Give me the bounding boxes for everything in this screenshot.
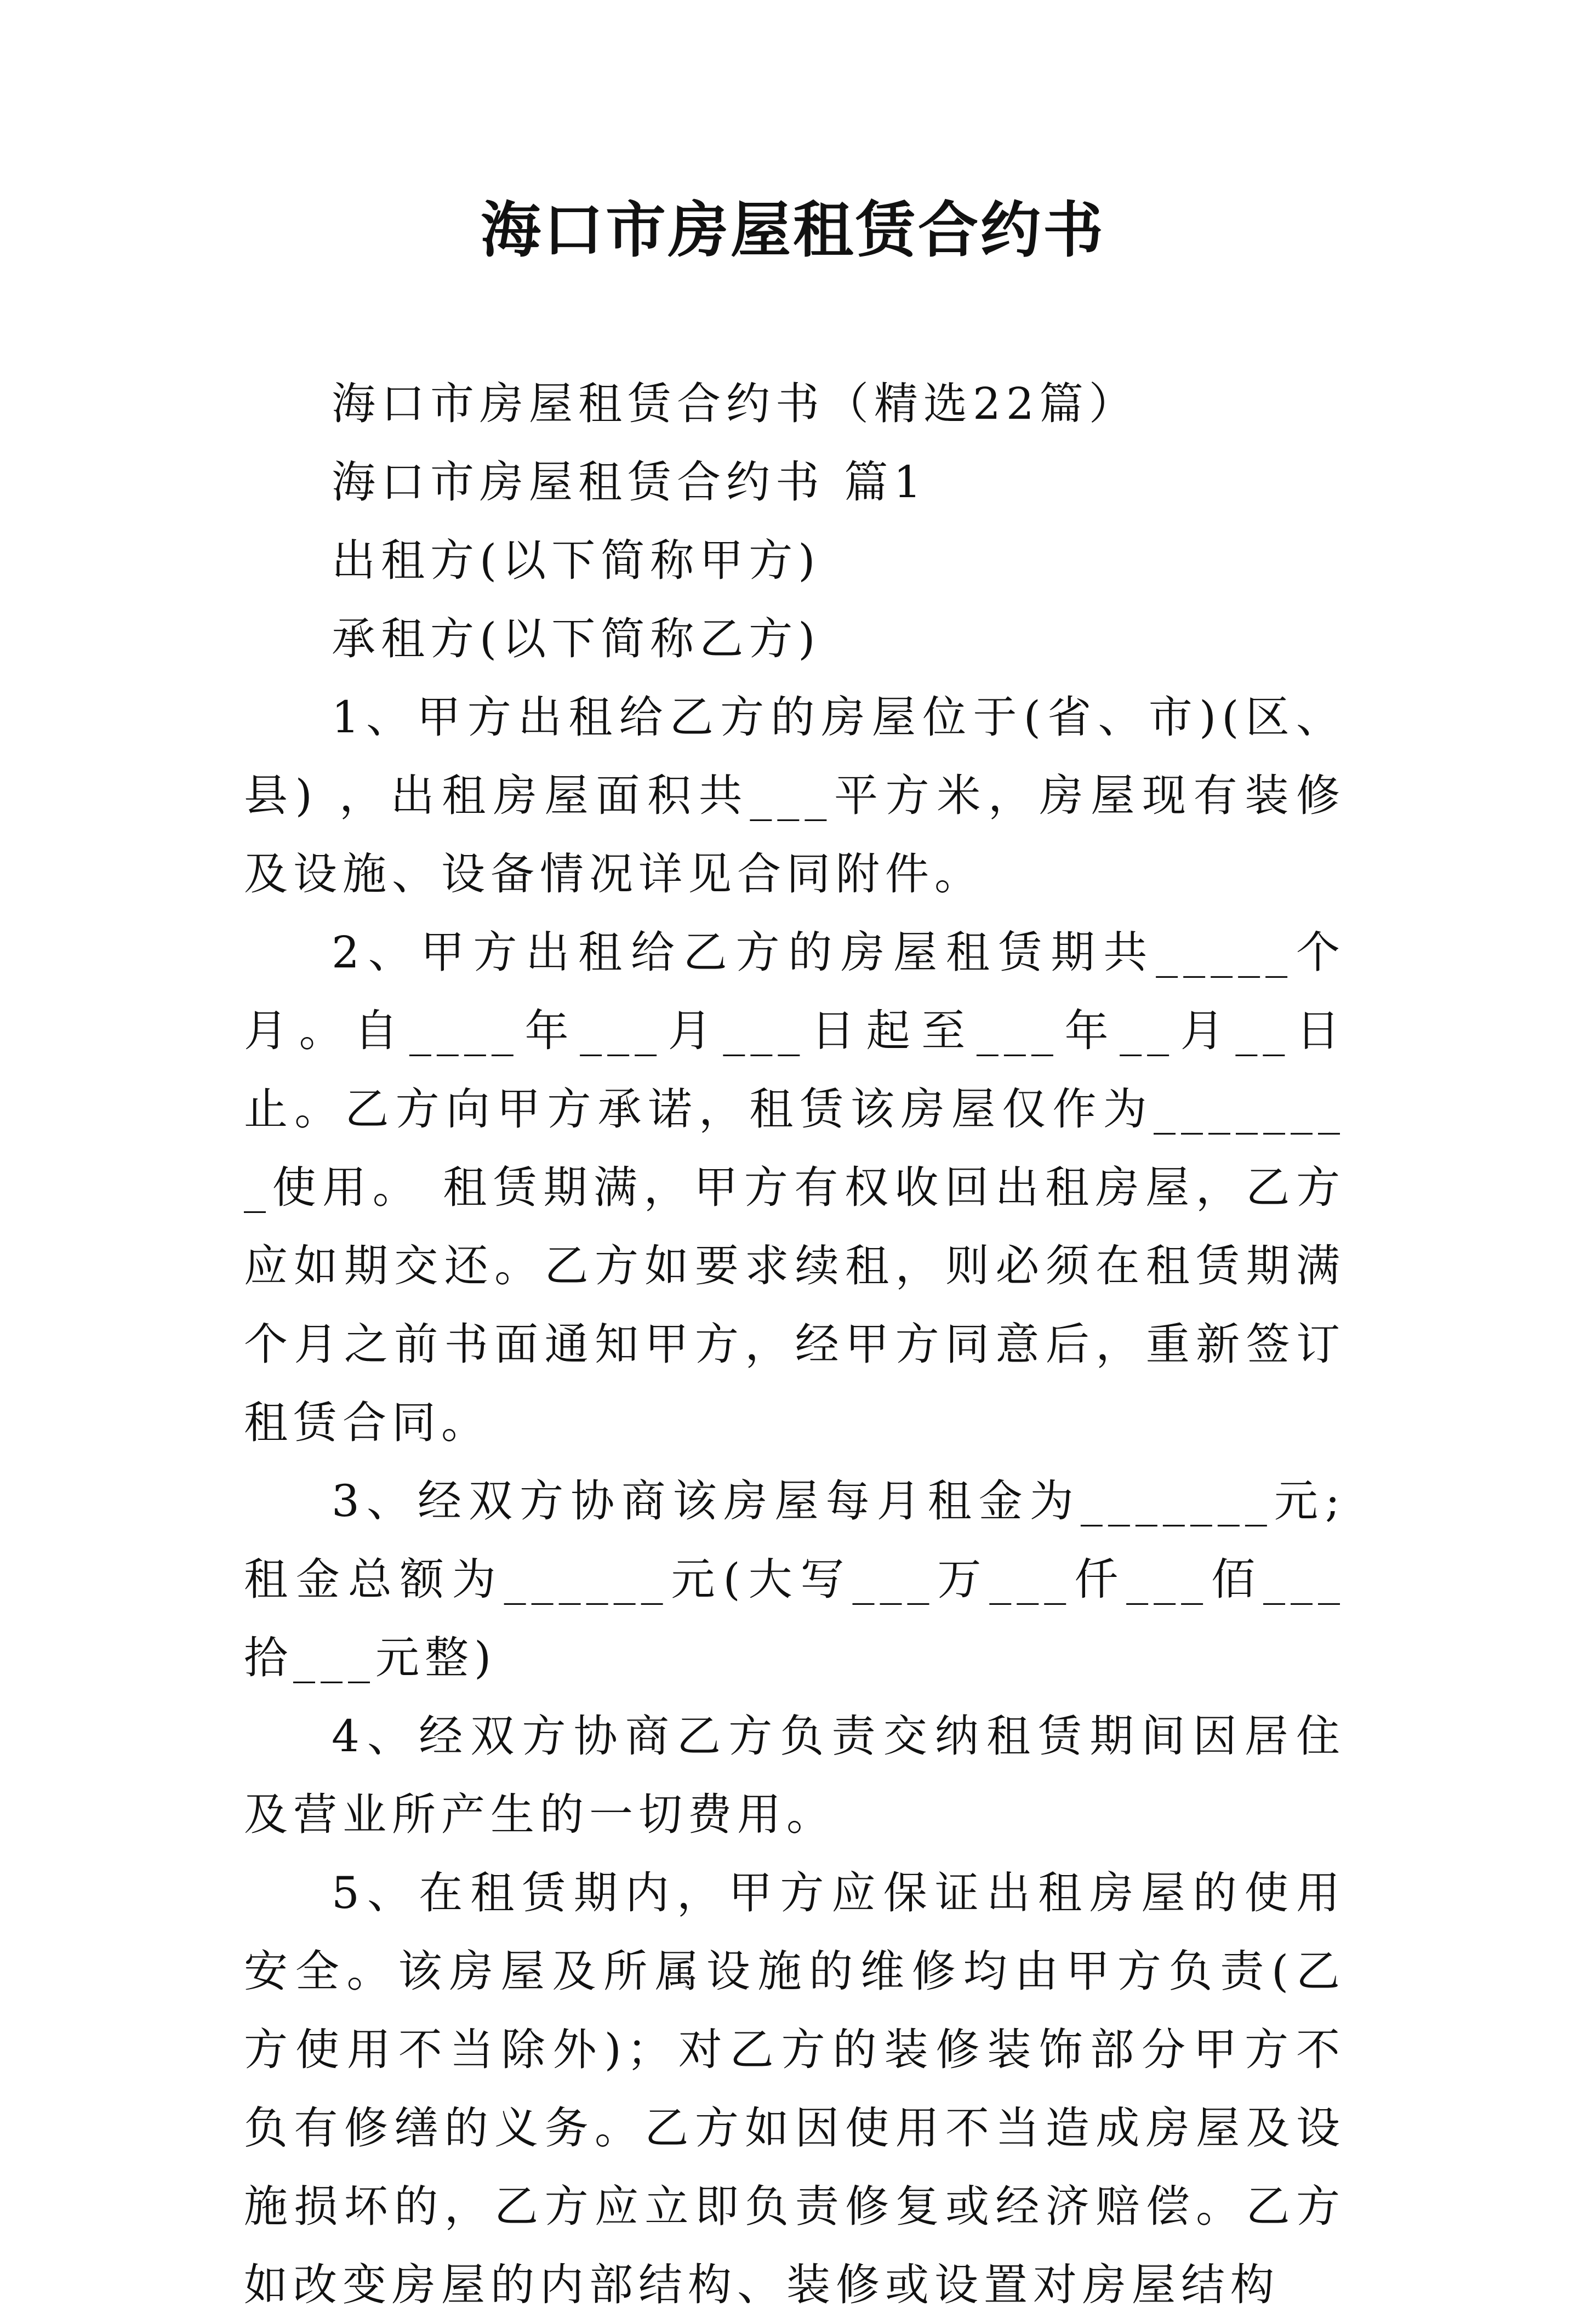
lessee-paragraph: 承租方(以下简称乙方) [332,613,821,664]
document-body [244,364,1345,2324]
clause-1-paragraph: 1、甲方出租给乙方的房屋位于(省、市)(区、县) ，出租房屋面积共___平方米，房屋现有装修及设施、设备情况详见合同附件。 [244,692,1345,899]
document-title: 海口市房屋租赁合约书 [481,195,1105,265]
subtitle-paragraph: 海口市房屋租赁合约书（精选22篇） [332,378,1138,429]
clause-2-paragraph: 2、甲方出租给乙方的房屋租赁期共_____个月。自____年___月___日起至___年__月__日止。乙方向甲方承诺，租赁该房屋仅作为________使用。 租赁期满，甲方有权收回出租房屋，乙方应如期交还。乙方如要求续租，则必须在租赁期满个月之前书面通知甲方，经甲方同意后，重新签订租赁合同。 [244,927,1345,1448]
lessor-paragraph: 出租方(以下简称甲方) [332,535,821,586]
clause-4-paragraph: 4、经双方协商乙方负责交纳租赁期间因居住及营业所产生的一切费用。 [244,1711,1345,1840]
section-heading-paragraph: 海口市房屋租赁合约书 篇1 [332,457,927,508]
clause-3-paragraph: 3、经双方协商该房屋每月租金为_______元;租金总额为______元(大写___万___仟___佰___拾___元整) [244,1476,1345,1683]
clause-5-paragraph: 5、在租赁期内，甲方应保证出租房屋的使用安全。该房屋及所属设施的维修均由甲方负责(乙方使用不当除外)；对乙方的装修装饰部分甲方不负有修缮的义务。乙方如因使用不当造成房屋及设施损坏的，乙方应立即负责修复或经济赔偿。乙方如改变房屋的内部结构、装修或设置对房屋结构 [244,1867,1345,2310]
